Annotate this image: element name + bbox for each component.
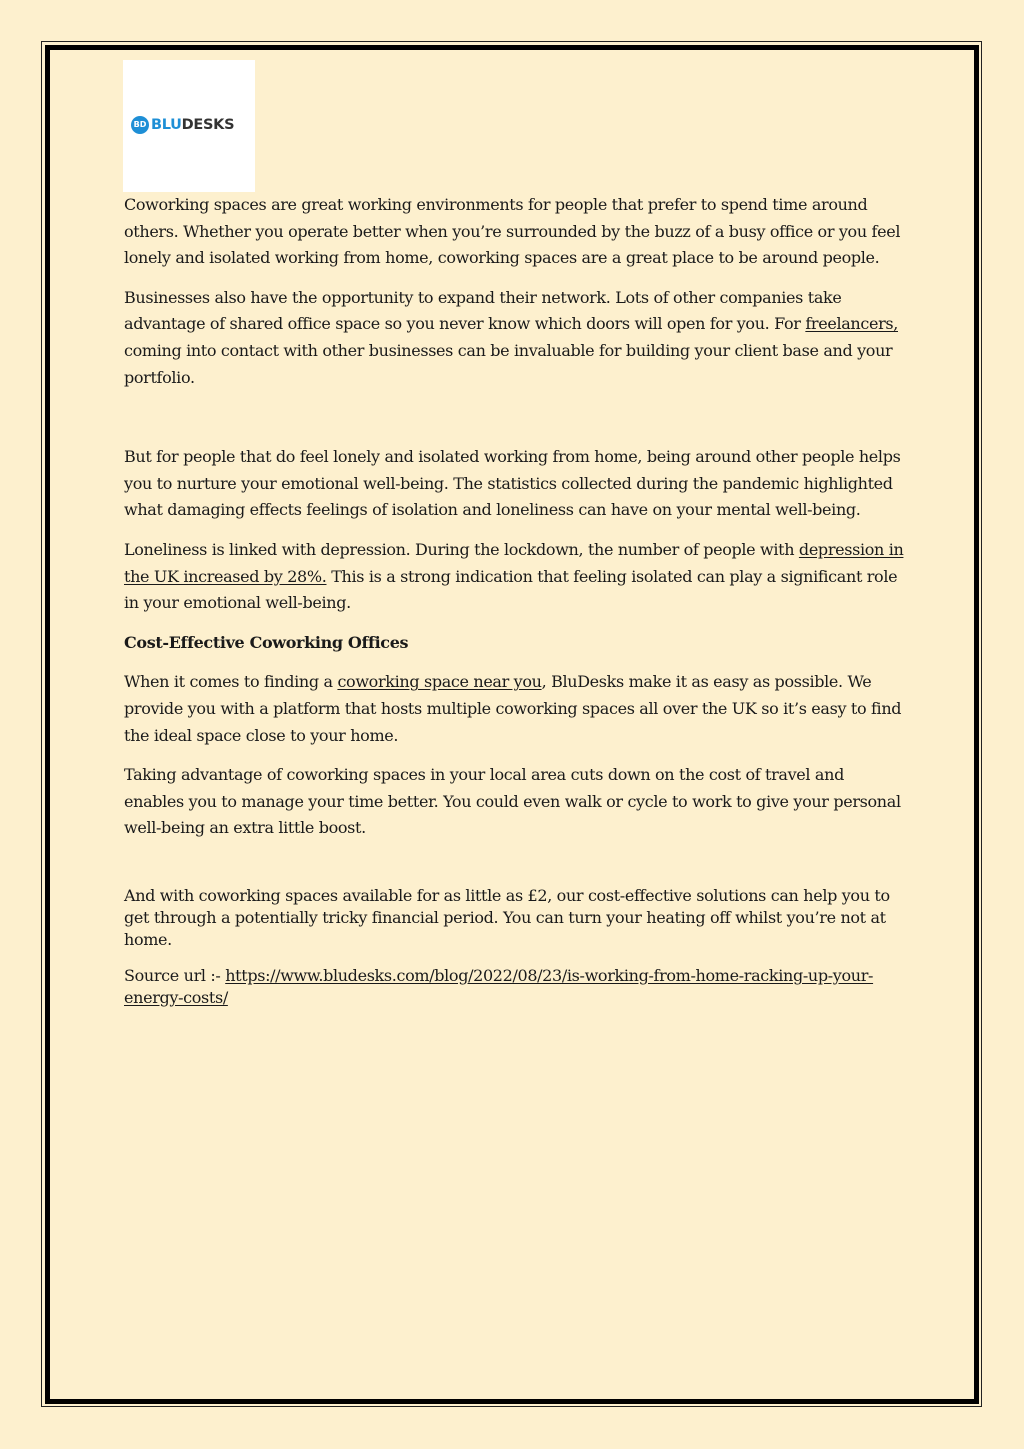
paragraph-depression-text-2: This is a strong indication that feeling isolated can play a significant role in your emotional well-being. xyxy=(124,566,898,613)
section-heading: Cost-Effective Coworking Offices xyxy=(124,632,409,652)
spacer xyxy=(124,391,904,431)
logo-wordmark xyxy=(151,115,234,135)
spacer xyxy=(124,842,904,872)
paragraph-wellbeing: But for people that do feel lonely and isolated working from home, being around other people helps you to nurture your emotional well-being. The statistics collected during the pandemic highlighted what damaging effects feelings of isolation and loneliness can have on your mental well-being. xyxy=(124,447,901,520)
depression-statistic-link[interactable]: depression in the UK increased by 28%. xyxy=(124,539,904,586)
paragraph-intro: Coworking spaces are great working environments for people that prefer to spend time around others. Whether you operate better when you’re surrounded by the buzz of a busy office or you feel lonely and isolated working from home, coworking spaces are a great place to be around people. xyxy=(124,195,901,268)
paragraph-finding-space xyxy=(124,669,904,749)
paragraph-cost: And with coworking spaces available for as little as £2, our cost-effective solutions can help you to get through a potentially tricky financial period. You can turn your heating off whilst you’re not at home. xyxy=(124,885,890,950)
paragraph-network-text-2: coming into contact with other businesses can be invaluable for building your client base and your portfolio. xyxy=(124,340,893,387)
source-line xyxy=(124,965,904,1010)
coworking-space-link[interactable]: coworking space near you xyxy=(337,672,542,692)
paragraph-depression xyxy=(124,537,904,617)
logo-text-blu: BLU xyxy=(151,117,182,133)
bludesks-logo xyxy=(123,60,255,192)
paragraph-finding-space-text-1: When it comes to finding a xyxy=(124,672,338,692)
source-label: Source url :- xyxy=(124,965,226,985)
article-body xyxy=(124,192,904,1009)
freelancers-link[interactable]: freelancers, xyxy=(805,314,898,334)
paragraph-depression-text-1: Loneliness is linked with depression. During the lockdown, the number of people with xyxy=(124,539,799,559)
paragraph-network-text-1: Businesses also have the opportunity to expand their network. Lots of other companies take advantage of shared office space so you never know which doors will open for you. For xyxy=(124,287,842,334)
paragraph-local-area: Taking advantage of coworking spaces in your local area cuts down on the cost of travel and enables you to manage your time better. You could even walk or cycle to work to give your personal well-being an extra little boost. xyxy=(124,765,901,838)
logo-mark-icon: BD xyxy=(131,116,149,134)
paragraph-finding-space-text-2: , BluDesks make it as easy as possible. We provide you with a platform that hosts multiple coworking spaces all over the UK so it’s easy to find the ideal space close to your home. xyxy=(124,672,902,745)
logo-text-desks: DESKS xyxy=(181,117,235,133)
paragraph-network xyxy=(124,285,904,391)
source-url-link[interactable]: https://www.bludesks.com/blog/2022/08/23/is-working-from-home-racking-up-your-energy-costs/ xyxy=(124,965,874,1008)
